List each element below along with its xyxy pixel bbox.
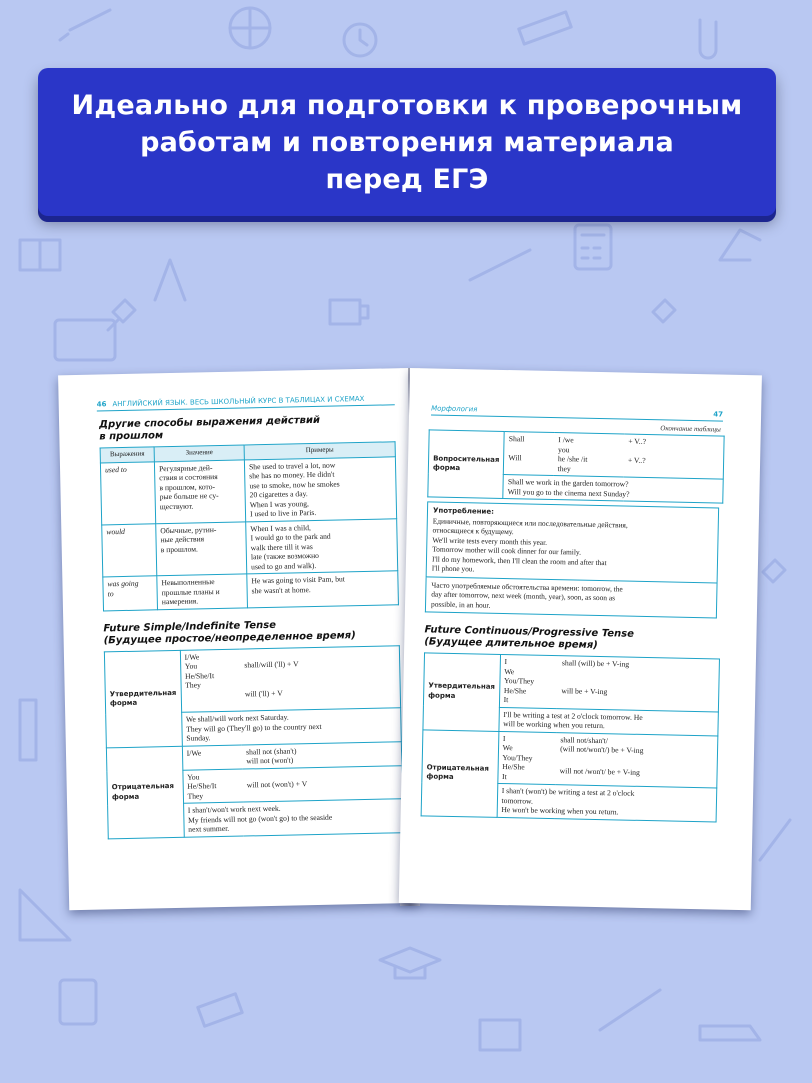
form-label: Утвердительная форма: [423, 653, 500, 731]
table-cell: [624, 434, 725, 479]
triangle-ruler-icon: [20, 890, 70, 940]
pushpin-icon: [108, 300, 135, 330]
table-cell: I/We: [182, 745, 242, 770]
table-row: [422, 729, 718, 788]
table-cell: Shall Will: [504, 431, 555, 475]
running-head-right: [431, 404, 723, 421]
table-cell: I /we you he /she /it they: [554, 433, 625, 477]
table-cell: I shan't/won't work next week. My friends will not go (won't go) to the seaside next summer.: [183, 799, 403, 837]
verb-form: will ('ll) + V: [244, 688, 283, 699]
usage-text: Единичные, повторяющиеся или последовательные действия, относящиеся к будущему. We'll write tests every month this year. Tomorrow mother will cook dinner for our family. I'll do my homework, then I'll clean the room and after that I'll phone you.: [431, 516, 628, 574]
lamp-icon: [720, 230, 760, 260]
globe-icon: [230, 8, 270, 48]
question-form-table: [427, 429, 724, 503]
calculator-icon: [575, 225, 611, 269]
book-page-right: [399, 368, 762, 910]
section-title-line: (Будущее длительное время): [424, 636, 598, 651]
future-simple-table: [104, 645, 404, 839]
table-cell: I shan't (won't) be writing a test at 2 o'clock tomorrow. He won't be working when you return.: [497, 783, 717, 821]
running-head-left: [97, 394, 395, 411]
pen-icon: [600, 990, 660, 1030]
paperclip-icon: [700, 20, 716, 58]
column-header: Значение: [154, 445, 244, 461]
page-number: 46: [96, 400, 107, 409]
table-row: [428, 430, 724, 479]
eraser-icon: [198, 994, 242, 1026]
table-cell: She used to travel a lot, now she has no money. He didn't use to smoke, now he smokes 20 cigarettes a day. When I was young, I used to live in Paris.: [244, 456, 396, 521]
ruler-icon: [519, 12, 571, 44]
section-title-line: (Будущее простое/неопределенное время): [103, 629, 356, 646]
future-continuous-table: [421, 652, 720, 822]
verb-form: + V..?: [628, 436, 647, 446]
graduation-cap-icon: [380, 948, 440, 978]
column-header: Выражения: [100, 447, 154, 463]
table-cell: Shall we work in the garden tomorrow? Will you go to the cinema next Sunday?: [503, 474, 723, 503]
table-cell: shall not (shan't) will not (won't): [242, 741, 402, 768]
verb-form: will be + V-ing: [561, 685, 608, 696]
book-page-left: [58, 368, 419, 910]
table-cell: I/We You He/She/It They: [180, 649, 241, 713]
table-cell: Невыполненные прошлые планы и намерения.: [157, 574, 248, 609]
usage-label: Употребление:: [432, 506, 495, 516]
table-row: [103, 571, 399, 611]
table-cell: [240, 645, 401, 711]
table-cell: [557, 656, 719, 712]
form-label: Утвердительная форма: [104, 650, 182, 748]
section-title: [99, 413, 395, 443]
section-title-line: в прошлом: [99, 430, 164, 443]
form-label: Отрицательная форма: [106, 746, 184, 839]
section-title-line: Future Simple/Indefinite Tense: [103, 619, 277, 634]
table-row: [423, 653, 719, 712]
form-label: Вопросительная форма: [428, 430, 505, 499]
table-cell: We shall/will work next Saturday. They will go (They'll go) to the country next Sunday.: [181, 708, 401, 746]
table-row: [102, 518, 398, 577]
table-cell: Обычные, рутин- ные действия в прошлом.: [156, 521, 247, 575]
pencil-icon: [760, 820, 790, 860]
verb-form: + V..?: [627, 455, 646, 465]
section-title-line: Другие способы выражения действий: [99, 414, 321, 431]
verb-form: will not /won't/ be + V-ing: [559, 765, 640, 777]
page-number: 47: [713, 410, 724, 419]
table-cell: was going to: [103, 576, 158, 611]
clock-icon: [344, 24, 376, 56]
pencil-icon: [60, 10, 110, 40]
section-title: [103, 617, 399, 647]
ruler-icon: [20, 700, 36, 760]
table-cell: Регулярные дей- ствия и состояния в прошлом, кото- рые больше не су- ществуют.: [154, 459, 245, 523]
expressions-table: [100, 441, 399, 611]
table-cell: will not (won't) + V: [242, 765, 402, 802]
calculator-icon: [60, 980, 96, 1024]
table-cell: I'll be writing a test at 2 o'clock tomorrow. He will be working when you return.: [499, 707, 719, 736]
section-title: [424, 624, 736, 655]
verb-form: shall not/shan't/ (will not/won't/) be + V-ing: [560, 734, 644, 755]
column-header: Примеры: [244, 442, 395, 460]
compass-icon: [155, 260, 185, 300]
running-head-text: Морфология: [431, 404, 478, 414]
verb-form: shall (will) be + V-ing: [561, 658, 630, 669]
table-cell: When I was a child, I would go to the park and walk there till it was late (также возможно used to go and walk).: [246, 518, 398, 574]
section-title-line: Future Continuous/Progressive Tense: [424, 624, 635, 640]
verb-form: shall/will ('ll) + V: [244, 659, 299, 670]
banner-line-2: работам и повторения материала: [140, 126, 674, 158]
table-cell: He was going to visit Pam, but she wasn't at home.: [247, 571, 399, 608]
stapler-icon: [700, 1026, 760, 1040]
pushpin-icon: [763, 560, 785, 582]
banner-line-1: Идеально для подготовки к проверочным: [71, 89, 743, 121]
usage-box: [426, 501, 720, 583]
table-cell: [555, 732, 717, 788]
briefcase-icon: [55, 320, 115, 360]
book-icon: [480, 1020, 520, 1050]
table-row: [100, 456, 396, 524]
promo-banner: [38, 68, 776, 216]
pencil-icon: [470, 250, 530, 280]
table-cell: You He/She/It They: [182, 769, 243, 804]
time-expressions-box: Часто употребляемые обстоятельства времени: tomorrow, the day after tomorrow, next week (month, year), soon, as soon as possible, in an hour.: [425, 577, 718, 619]
running-head-text: АНГЛИЙСКИЙ ЯЗЫК. ВЕСЬ ШКОЛЬНЫЙ КУРС В ТАБЛИЦАХ И СХЕМАХ: [112, 394, 365, 409]
table-cell: I We You/They He/She It: [499, 654, 558, 708]
table-cell: I We You/They He/She It: [497, 731, 556, 785]
banner-line-3: перед ЕГЭ: [325, 163, 489, 195]
table-cell: would: [102, 523, 157, 577]
table-continuation-note: Окончание таблицы: [660, 424, 721, 434]
form-label: Отрицательная форма: [421, 729, 498, 817]
pushpin-icon: [653, 300, 675, 322]
table-row: [104, 645, 400, 714]
cup-icon: [330, 300, 368, 324]
table-cell: used to: [100, 461, 155, 524]
book-icon: [20, 240, 60, 270]
